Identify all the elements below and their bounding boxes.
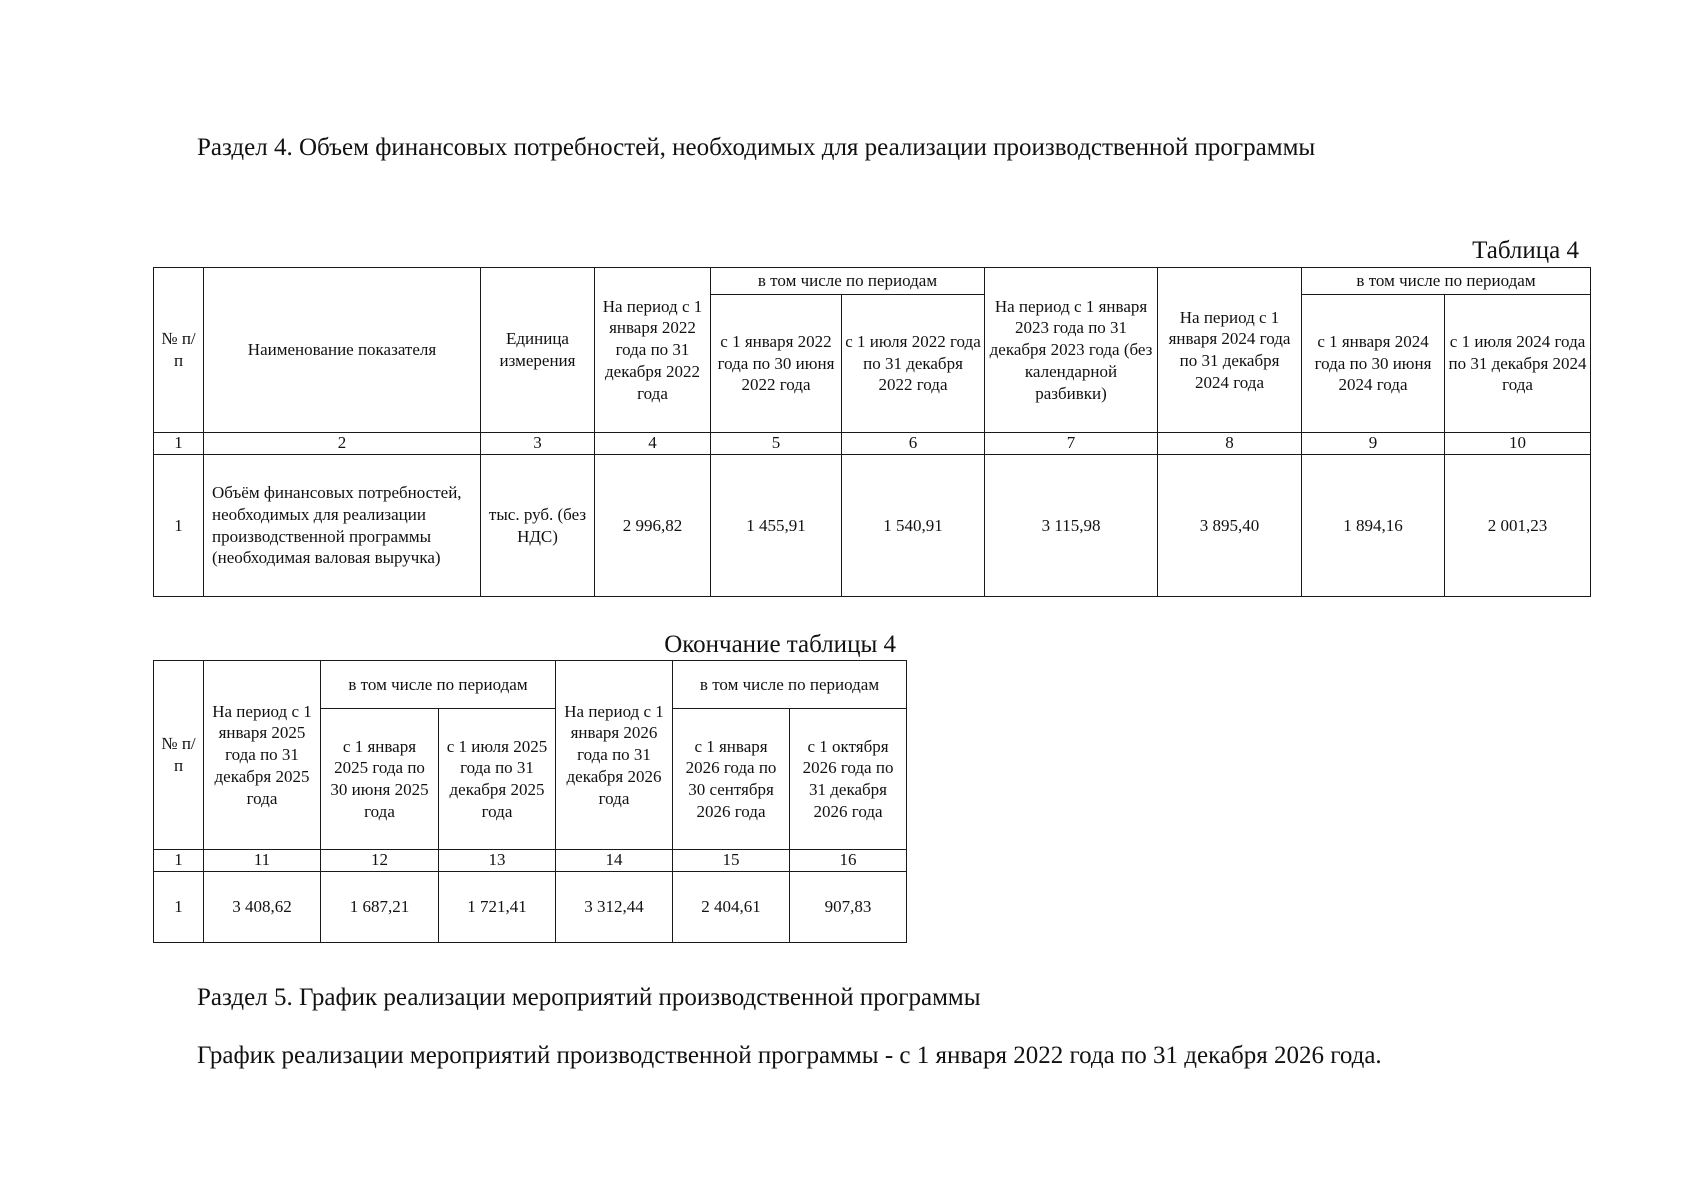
column-number: 9 bbox=[1302, 433, 1445, 455]
column-number: 6 bbox=[842, 433, 985, 455]
column-number: 10 bbox=[1445, 433, 1591, 455]
column-number: 14 bbox=[556, 850, 673, 872]
column-number: 12 bbox=[321, 850, 439, 872]
header-period-2024: На период с 1 января 2024 года по 31 декабря 2024 года bbox=[1158, 268, 1302, 433]
header-num: № п/п bbox=[154, 661, 204, 850]
row-indicator-name: Объём финансовых потребностей, необходимых для реализации производственной программы (необходимая валовая выручка) bbox=[204, 455, 481, 597]
header-group-2024: в том числе по периодам bbox=[1302, 268, 1591, 295]
column-number: 4 bbox=[595, 433, 711, 455]
column-number: 1 bbox=[154, 433, 204, 455]
column-number: 15 bbox=[673, 850, 790, 872]
header-group-2022: в том числе по периодам bbox=[711, 268, 985, 295]
column-number: 13 bbox=[439, 850, 556, 872]
table-4 bbox=[153, 267, 1591, 597]
column-number: 2 bbox=[204, 433, 481, 455]
table-4-end bbox=[153, 660, 907, 943]
value-cell: 3 895,40 bbox=[1158, 455, 1302, 597]
column-numbers-row bbox=[154, 433, 1591, 455]
header-period-2025: На период с 1 января 2025 года по 31 декабря 2025 года bbox=[204, 661, 321, 850]
value-cell: 1 894,16 bbox=[1302, 455, 1445, 597]
value-cell: 2 404,61 bbox=[673, 872, 790, 943]
value-cell: 1 540,91 bbox=[842, 455, 985, 597]
header-group-2025: в том числе по периодам bbox=[321, 661, 556, 709]
row-unit: тыс. руб. (без НДС) bbox=[481, 455, 595, 597]
value-cell: 2 001,23 bbox=[1445, 455, 1591, 597]
section-5-heading: Раздел 5. График реализации мероприятий производственной программы bbox=[197, 984, 981, 1011]
column-number: 16 bbox=[790, 850, 907, 872]
header-h1-2022: с 1 января 2022 года по 30 июня 2022 года bbox=[711, 295, 842, 433]
column-number: 1 bbox=[154, 850, 204, 872]
column-numbers-row bbox=[154, 850, 907, 872]
value-cell: 3 115,98 bbox=[985, 455, 1158, 597]
value-cell: 3 408,62 bbox=[204, 872, 321, 943]
header-num: № п/п bbox=[154, 268, 204, 433]
header-period-2022: На период с 1 января 2022 года по 31 декабря 2022 года bbox=[595, 268, 711, 433]
header-period-2026: На период с 1 января 2026 года по 31 декабря 2026 года bbox=[556, 661, 673, 850]
header-h1-2025: с 1 января 2025 года по 30 июня 2025 года bbox=[321, 709, 439, 850]
header-h2-2024: с 1 июля 2024 года по 31 декабря 2024 года bbox=[1445, 295, 1591, 433]
header-unit: Единица измерения bbox=[481, 268, 595, 433]
value-cell: 3 312,44 bbox=[556, 872, 673, 943]
header-name: Наименование показателя bbox=[204, 268, 481, 433]
header-period-2023: На период с 1 января 2023 года по 31 декабря 2023 года (без календарной разбивки) bbox=[985, 268, 1158, 433]
table-4-end-caption: Окончание таблицы 4 bbox=[664, 631, 896, 658]
column-number: 7 bbox=[985, 433, 1158, 455]
value-cell: 907,83 bbox=[790, 872, 907, 943]
value-cell: 1 687,21 bbox=[321, 872, 439, 943]
header-q4-2026: с 1 октября 2026 года по 31 декабря 2026 года bbox=[790, 709, 907, 850]
value-cell: 1 455,91 bbox=[711, 455, 842, 597]
row-num: 1 bbox=[154, 455, 204, 597]
table-row bbox=[154, 872, 907, 943]
value-cell: 2 996,82 bbox=[595, 455, 711, 597]
header-h2-2022: с 1 июля 2022 года по 31 декабря 2022 года bbox=[842, 295, 985, 433]
row-num: 1 bbox=[154, 872, 204, 943]
section-5-text: График реализации мероприятий производственной программы - с 1 января 2022 года по 31 декабря 2026 года. bbox=[197, 1042, 1382, 1069]
header-group-2026: в том числе по периодам bbox=[673, 661, 907, 709]
table-row bbox=[154, 455, 1591, 597]
column-number: 11 bbox=[204, 850, 321, 872]
column-number: 8 bbox=[1158, 433, 1302, 455]
section-4-heading: Раздел 4. Объем финансовых потребностей, необходимых для реализации производственной программы bbox=[197, 134, 1316, 161]
header-h2-2025: с 1 июля 2025 года по 31 декабря 2025 года bbox=[439, 709, 556, 850]
column-number: 3 bbox=[481, 433, 595, 455]
table-4-caption: Таблица 4 bbox=[1472, 237, 1579, 264]
column-number: 5 bbox=[711, 433, 842, 455]
header-q1-2026: с 1 января 2026 года по 30 сентября 2026 года bbox=[673, 709, 790, 850]
value-cell: 1 721,41 bbox=[439, 872, 556, 943]
header-h1-2024: с 1 января 2024 года по 30 июня 2024 года bbox=[1302, 295, 1445, 433]
